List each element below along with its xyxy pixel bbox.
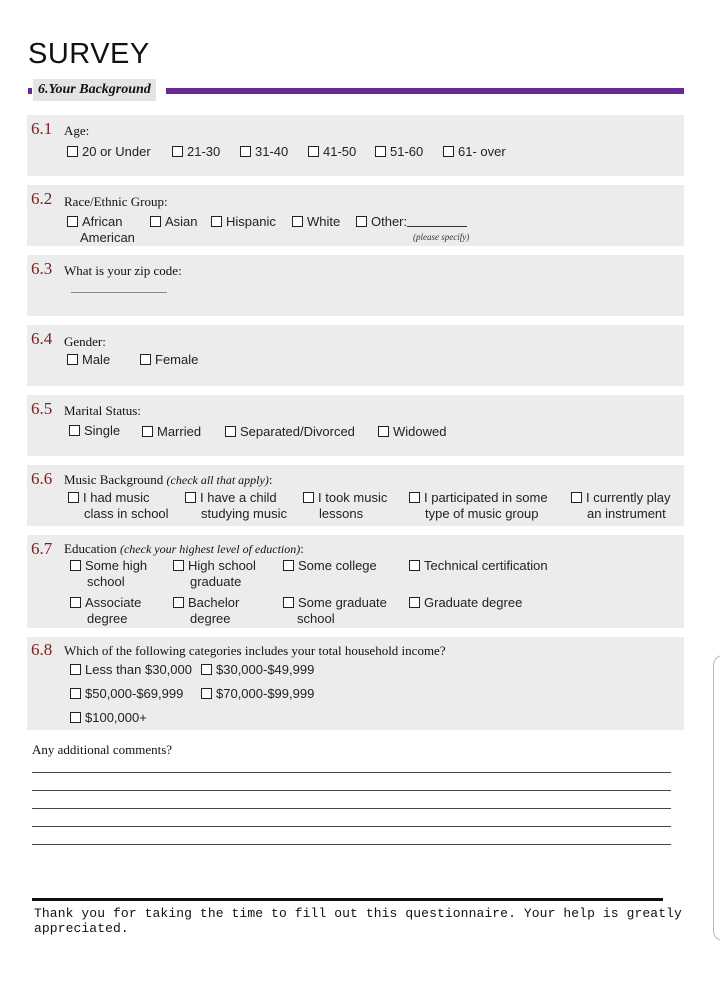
checkbox[interactable]: [356, 216, 367, 227]
checkbox[interactable]: [225, 426, 236, 437]
checkbox[interactable]: [69, 425, 80, 436]
checkbox[interactable]: [70, 664, 81, 675]
checkbox[interactable]: [140, 354, 151, 365]
option-music-instrument-line2: an instrument: [587, 506, 666, 521]
checkbox[interactable]: [378, 426, 389, 437]
question-6-6: [27, 465, 684, 526]
checkbox[interactable]: [68, 492, 79, 503]
scroll-edge-handle[interactable]: [713, 655, 720, 941]
checkbox[interactable]: [185, 492, 196, 503]
option-age-51-60[interactable]: 51-60: [375, 144, 423, 160]
option-race-african[interactable]: African: [67, 214, 122, 230]
checkbox[interactable]: [201, 688, 212, 699]
checkbox[interactable]: [70, 712, 81, 723]
question-6-3: [27, 255, 684, 316]
checkbox[interactable]: [173, 560, 184, 571]
comment-line[interactable]: [32, 790, 671, 791]
checkbox[interactable]: [67, 146, 78, 157]
checkbox[interactable]: [142, 426, 153, 437]
question-number: 6.6: [31, 469, 53, 488]
checkbox[interactable]: [70, 688, 81, 699]
option-income-under-30k[interactable]: Less than $30,000: [70, 662, 192, 678]
option-race-other[interactable]: Other:: [356, 214, 467, 230]
option-age-21-30[interactable]: 21-30: [172, 144, 220, 160]
question-number: 6.4: [31, 329, 53, 348]
option-age-41-50[interactable]: 41-50: [308, 144, 356, 160]
option-marital-single[interactable]: Single: [69, 423, 120, 439]
option-gender-male[interactable]: Male: [67, 352, 110, 368]
option-edu-graduate-degree[interactable]: Graduate degree: [409, 595, 522, 611]
option-marital-separated-divorced[interactable]: Separated/Divorced: [225, 424, 355, 440]
footer-divider: [32, 898, 663, 901]
option-income-70k-99k[interactable]: $70,000-$99,999: [201, 686, 314, 702]
question-6-5: [27, 395, 684, 456]
question-number: 6.2: [31, 189, 53, 208]
question-6-8: [27, 637, 684, 730]
checkbox[interactable]: [201, 664, 212, 675]
checkbox[interactable]: [67, 216, 78, 227]
checkbox[interactable]: [172, 146, 183, 157]
option-edu-associate-line2: degree: [87, 611, 128, 626]
option-edu-some-high-school[interactable]: Some high: [70, 558, 147, 574]
question-number: 6.7: [31, 539, 53, 558]
checkbox[interactable]: [173, 597, 184, 608]
question-6-4: [27, 325, 684, 386]
option-race-asian[interactable]: Asian: [150, 214, 198, 230]
option-edu-bachelor[interactable]: Bachelor: [173, 595, 239, 611]
option-edu-some-graduate-line2: school: [297, 611, 335, 626]
zip-code-field[interactable]: [71, 292, 167, 293]
comments-label: Any additional comments?: [32, 742, 173, 757]
option-edu-high-school-graduate[interactable]: High school: [173, 558, 256, 574]
question-number: 6.5: [31, 399, 53, 418]
option-music-lessons-line2: lessons: [319, 506, 364, 521]
checkbox[interactable]: [283, 560, 294, 571]
question-text: Education (check your highest level of eduction):: [64, 541, 304, 556]
option-edu-bachelor-line2: degree: [190, 611, 231, 626]
checkbox[interactable]: [409, 560, 420, 571]
checkbox[interactable]: [240, 146, 251, 157]
checkbox[interactable]: [70, 597, 81, 608]
option-music-group-line2: type of music group: [425, 506, 539, 521]
option-race-white[interactable]: White: [292, 214, 340, 230]
option-age-31-40[interactable]: 31-40: [240, 144, 288, 160]
checkbox[interactable]: [70, 560, 81, 571]
question-6-7: [27, 535, 684, 628]
option-music-lessons[interactable]: I took music: [303, 490, 387, 506]
question-text: Which of the following categories includes your total household income?: [64, 643, 446, 658]
other-input-line[interactable]: [407, 214, 467, 227]
comment-line[interactable]: [32, 808, 671, 809]
option-edu-some-college[interactable]: Some college: [283, 558, 377, 574]
option-edu-some-high-school-line2: school: [87, 574, 125, 589]
question-number: 6.3: [31, 259, 53, 278]
question-text: What is your zip code:: [64, 263, 182, 278]
checkbox[interactable]: [211, 216, 222, 227]
option-race-african-line2: American: [80, 230, 135, 245]
question-6-2: [27, 185, 684, 246]
comment-line[interactable]: [32, 772, 671, 773]
thank-you-note: Thank you for taking the time to fill out this questionnaire. Your help is greatly appreciated.: [34, 906, 682, 936]
option-edu-some-graduate[interactable]: Some graduate: [283, 595, 387, 611]
option-marital-widowed[interactable]: Widowed: [378, 424, 446, 440]
question-number: 6.1: [31, 119, 53, 138]
option-age-20-under[interactable]: 20 or Under: [67, 144, 151, 160]
checkbox[interactable]: [67, 354, 78, 365]
option-music-class[interactable]: I had music: [68, 490, 149, 506]
checkbox[interactable]: [443, 146, 454, 157]
checkbox[interactable]: [303, 492, 314, 503]
checkbox[interactable]: [283, 597, 294, 608]
question-note: (check your highest level of eduction): [119, 542, 301, 556]
option-income-50k-69k[interactable]: $50,000-$69,999: [70, 686, 183, 702]
checkbox[interactable]: [409, 597, 420, 608]
option-edu-high-school-graduate-line2: graduate: [190, 574, 242, 589]
section-tab: 6.Your Background: [33, 79, 156, 101]
checkbox[interactable]: [375, 146, 386, 157]
option-gender-female[interactable]: Female: [140, 352, 198, 368]
question-number: 6.8: [31, 640, 53, 659]
question-text: Music Background (check all that apply):: [64, 472, 273, 487]
comment-line[interactable]: [32, 844, 671, 845]
option-music-group[interactable]: I participated in some: [409, 490, 548, 506]
option-income-30k-49k[interactable]: $30,000-$49,999: [201, 662, 314, 678]
question-text: Marital Status:: [64, 403, 141, 418]
option-music-instrument[interactable]: I currently play: [571, 490, 671, 506]
question-note: (check all that apply): [166, 473, 269, 487]
checkbox[interactable]: [409, 492, 420, 503]
option-edu-technical-certification[interactable]: Technical certification: [409, 558, 548, 574]
option-music-child-line2: studying music: [201, 506, 287, 521]
question-text: Gender:: [64, 334, 106, 349]
question-text: Race/Ethnic Group:: [64, 194, 168, 209]
checkbox[interactable]: [571, 492, 582, 503]
option-edu-associate[interactable]: Associate: [70, 595, 141, 611]
question-text: Age:: [64, 123, 90, 138]
option-age-61-over[interactable]: 61- over: [443, 144, 506, 160]
question-6-1: [27, 115, 684, 176]
comment-line[interactable]: [32, 826, 671, 827]
option-income-100k-plus[interactable]: $100,000+: [70, 710, 147, 726]
checkbox[interactable]: [308, 146, 319, 157]
option-race-hispanic[interactable]: Hispanic: [211, 214, 276, 230]
checkbox[interactable]: [292, 216, 303, 227]
option-marital-married[interactable]: Married: [142, 424, 201, 440]
option-music-child[interactable]: I have a child: [185, 490, 277, 506]
please-specify-note: (please specify): [413, 232, 470, 242]
option-music-class-line2: class in school: [84, 506, 169, 521]
page-title: SURVEY: [28, 38, 150, 70]
checkbox[interactable]: [150, 216, 161, 227]
